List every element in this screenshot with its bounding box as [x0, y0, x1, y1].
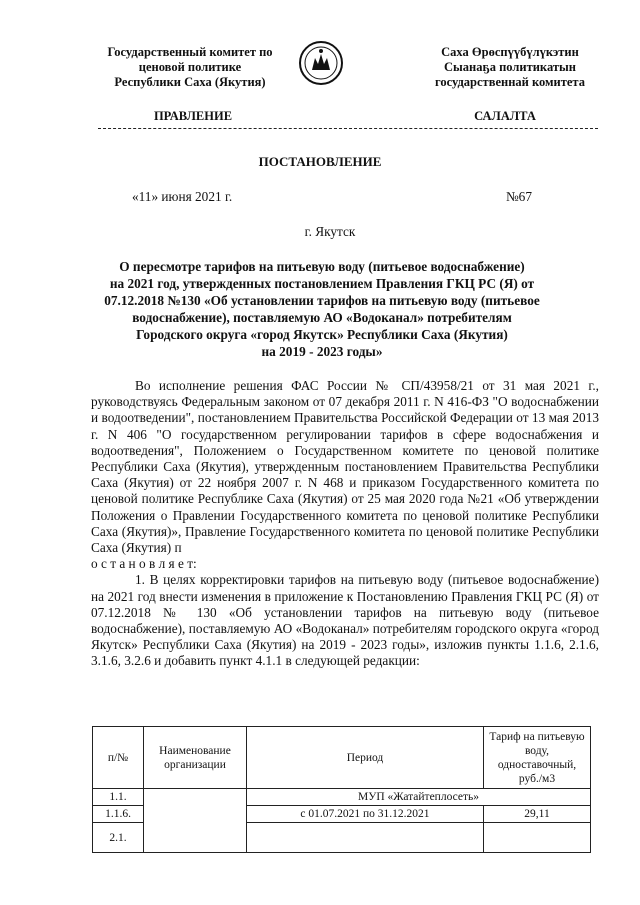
headline-line: водоснабжение), поставляемую АО «Водоканал» потребителям [132, 310, 512, 325]
cell-num: 1.1.6. [93, 806, 144, 823]
board-left: ПРАВЛЕНИЕ [153, 109, 233, 123]
header-right-line: Саха Өрөспүүбүлүкэтин [441, 45, 579, 59]
header-left [90, 45, 290, 90]
headline [92, 258, 552, 360]
board-right: САЛАЛТА [474, 109, 536, 123]
cell-organization [144, 789, 247, 853]
header-cell: Наименование организации [144, 727, 247, 789]
doc-date: «11» июня 2021 г. [132, 189, 233, 204]
doc-type: ПОСТАНОВЛЕНИЕ [258, 154, 382, 169]
cell-tariff: 29,11 [484, 806, 591, 823]
body-text [91, 378, 599, 670]
cell-num: 1.1. [93, 789, 144, 806]
coat-of-arms-emblem [298, 40, 344, 86]
doc-city: г. Якутск [304, 224, 356, 239]
doc-number: №67 [506, 189, 532, 204]
header-cell: Тариф на питьевую воду, одноставочный, руб./м3 [484, 727, 591, 789]
cell-period [247, 823, 484, 853]
headline-line: на 2019 - 2023 годы» [261, 344, 383, 359]
headline-line: Городского округа «город Якутск» Республики Саха (Якутия) [136, 327, 508, 342]
cell-period: с 01.07.2021 по 31.12.2021 [247, 806, 484, 823]
headline-line: 07.12.2018 №130 «Об установлении тарифов на питьевую воду (питьевое [104, 293, 540, 308]
header-right-line: Сыанаҕа политикатын [444, 60, 576, 74]
separator-line [98, 128, 598, 129]
cell-tariff [484, 823, 591, 853]
header-cell: п/№ [93, 727, 144, 789]
headline-line: на 2021 год, утвержденных постановлением Правления ГКЦ РС (Я) от [109, 276, 535, 291]
header-left-line: ценовой политике [138, 60, 242, 74]
resolves-text: о с т а н о в л я е т: [91, 556, 197, 572]
headline-line: О пересмотре тарифов на питьевую воду (питьевое водоснабжение) [119, 259, 525, 274]
cell-num: 2.1. [93, 823, 144, 853]
paragraph-preamble: Во исполнение решения ФАС России № СП/43958/21 от 31 мая 2021 г., руководствуясь Федеральным законом от 07 декабря 2011 г. N 416-ФЗ "О водоснабжении и водоотведении", постановлением Правительства Российской Федерации от 13 мая 2013 г. N 406 "О государственном регулировании тарифов в сфере водоснабжения и водоотведения", Положением о Государственном комитете по ценовой политике Республики Саха (Якутия), утвержденным постановлением Правительства Республики Саха (Якутия) от 22 ноября 2007 г. N 468 и приказом Государственного комитета по ценовой политике Республике Саха (Якутия) от 25 мая 2020 года №21 «Об утверждении Положения о Правлении Государственного комитета по ценовой политике Республики Саха (Якутия)», Правление Государственного комитета по ценовой политике Республики Саха (Якутия) п [91, 378, 599, 556]
header-right-line: государственнай комитета [435, 75, 585, 89]
header-right [405, 45, 615, 90]
tariff-table [92, 726, 591, 853]
cell-organization-name: МУП «Жатайтеплосеть» [247, 789, 591, 806]
header-cell: Период [247, 727, 484, 789]
paragraph-item-1: 1. В целях корректировки тарифов на питьевую воду (питьевое водоснабжение) на 2021 год внести изменения в приложение к Постановлению Правления ГКЦ РС (Я) от 07.12.2018 № 130 «Об установлении тарифов на питьевую воду (питьевое водоснабжение), поставляемую АО «Водоканал» потребителям городского округа «город Якутск» Республики Саха (Якутия) на 2019 - 2023 годы», изложив пункты 1.1.6, 2.1.6, 3.1.6, 3.2.6 и добавить пункт 4.1.1 в следующей редакции: [91, 572, 599, 669]
header-left-line: Государственный комитет по [107, 45, 273, 59]
header-left-line: Республики Саха (Якутия) [114, 75, 266, 89]
table-header-row [93, 727, 591, 789]
table-row [93, 789, 591, 806]
